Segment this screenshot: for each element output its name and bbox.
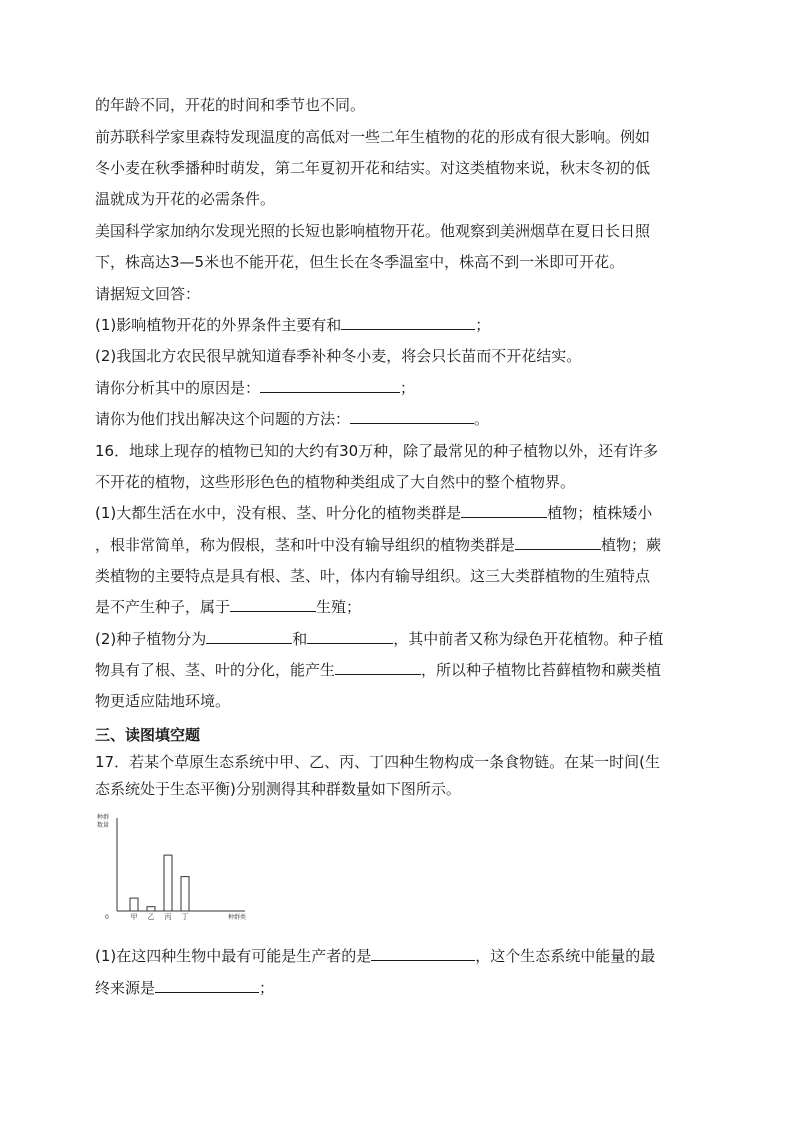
paragraph-line (95, 126, 705, 148)
paragraph-line (95, 251, 705, 273)
answer-blank[interactable] (335, 659, 421, 675)
paragraph-line (95, 283, 705, 305)
text: 是不产生种子，属于 (95, 598, 231, 616)
text: 请据短文回答： (95, 285, 201, 303)
category-label: 乙 (147, 913, 155, 921)
text: 态系统处于生态平衡)分别测得其种群数量如下图所示。 (95, 780, 461, 798)
text: 不开花的植物，这些形形色色的植物种类组成了大自然中的整个植物界。 (95, 473, 576, 491)
text: ； (259, 979, 275, 997)
answer-blank[interactable] (461, 502, 547, 518)
question-line (95, 345, 705, 367)
text: ，其中前者又称为绿色开花植物。种子植 (393, 630, 664, 648)
section-heading (95, 724, 705, 746)
question-16-line (95, 502, 705, 524)
text: 终来源是 (95, 979, 156, 997)
text: 植物；蕨 (601, 536, 662, 554)
answer-blank[interactable] (307, 628, 393, 644)
text: 下，株高达3—5米也不能开花，但生长在冬季温室中，株高不到一米即可开花。 (95, 253, 625, 271)
text: ； (400, 379, 416, 397)
paragraph-line (95, 157, 705, 179)
answer-blank[interactable] (206, 628, 292, 644)
question-line (95, 408, 705, 430)
text: 和 (292, 630, 308, 648)
text: 冬小麦在秋季播种时萌发，第二年夏初开花和结实。对这类植物来说，秋末冬初的低 (95, 159, 651, 177)
text: 请你分析其中的原因是： (95, 379, 261, 397)
text: 物具有了根、茎、叶的分化，能产生 (95, 661, 336, 679)
text: 的年龄不同，开花的时间和季节也不同。 (95, 96, 366, 114)
text: ，这个生态系统中能量的最 (475, 947, 656, 965)
bar-乙 (147, 907, 155, 911)
question-17-line (95, 778, 705, 800)
bar-甲 (130, 898, 138, 911)
x-axis-label: 种群类 (228, 914, 247, 921)
bar-丙 (164, 855, 172, 911)
text: (1)大都生活在水中，没有根、茎、叶分化的植物类群是 (95, 504, 462, 522)
answer-blank[interactable] (155, 977, 259, 993)
answer-blank[interactable] (341, 314, 475, 330)
question-16-line (95, 690, 705, 712)
origin-label: 0 (105, 914, 109, 921)
text: 。 (474, 410, 490, 428)
category-label: 甲 (130, 913, 138, 921)
text: 类植物的主要特点是具有根、茎、叶，体内有输导组织。这三大类群植物的生殖特点 (95, 567, 651, 585)
text: ，所以种子植物比苔藓植物和蕨类植 (421, 661, 662, 679)
question-16-line (95, 596, 705, 618)
text: 温就成为开花的必需条件。 (95, 190, 276, 208)
text: 三、读图填空题 (95, 726, 201, 744)
question-line (95, 314, 705, 336)
answer-blank[interactable] (350, 408, 474, 424)
text: 前苏联科学家里森特发现温度的高低对一些二年生植物的花的形成有很大影响。例如 (95, 128, 651, 146)
question-16-line (95, 534, 705, 556)
category-label: 丁 (181, 913, 189, 921)
text: 生殖； (316, 598, 362, 616)
text: (2)种子植物分为 (95, 630, 207, 648)
question-16-line (95, 440, 705, 462)
question-16-line (95, 659, 705, 681)
text: 请你为他们找出解决这个问题的方法： (95, 410, 351, 428)
text: 17．若某个草原生态系统中甲、乙、丙、丁四种生物构成一条食物链。在某一时间(生 (95, 753, 660, 771)
text: 16．地球上现存的植物已知的大约有30万种，除了最常见的种子植物以外，还有许多 (95, 442, 659, 460)
question-16-line (95, 565, 705, 587)
paragraph-line (95, 94, 705, 116)
bar-丁 (181, 877, 189, 911)
question-17-line (95, 751, 705, 773)
text: 植物；植株矮小 (547, 504, 653, 522)
answer-blank[interactable] (371, 945, 475, 961)
text: (1)在这四种生物中最有可能是生产者的是 (95, 947, 372, 965)
question-16-line (95, 471, 705, 493)
text: ，根非常简单，称为假根，茎和叶中没有输导组织的植物类群是 (95, 536, 516, 554)
paragraph-line (95, 188, 705, 210)
question-17-line (95, 945, 705, 967)
answer-blank[interactable] (260, 377, 400, 393)
question-17-line (95, 977, 705, 999)
y-axis-label: 种群 (97, 814, 110, 821)
question-16-line (95, 628, 705, 650)
answer-blank[interactable] (230, 596, 316, 612)
paragraph-line (95, 220, 705, 242)
text: (1)影响植物开花的外界条件主要有和 (95, 316, 342, 334)
y-axis-label: 数量 (97, 822, 110, 829)
population-bar-chart (95, 810, 255, 928)
answer-blank[interactable] (515, 534, 601, 550)
text: 物更适应陆地环境。 (95, 692, 231, 710)
text: (2)我国北方农民很早就知道春季补种冬小麦，将会只长苗而不开花结实。 (95, 347, 582, 365)
text: ； (475, 316, 491, 334)
text: 美国科学家加纳尔发现光照的长短也影响植物开花。他观察到美洲烟草在夏日长日照 (95, 222, 651, 240)
question-line (95, 377, 705, 399)
category-label: 丙 (164, 913, 172, 921)
